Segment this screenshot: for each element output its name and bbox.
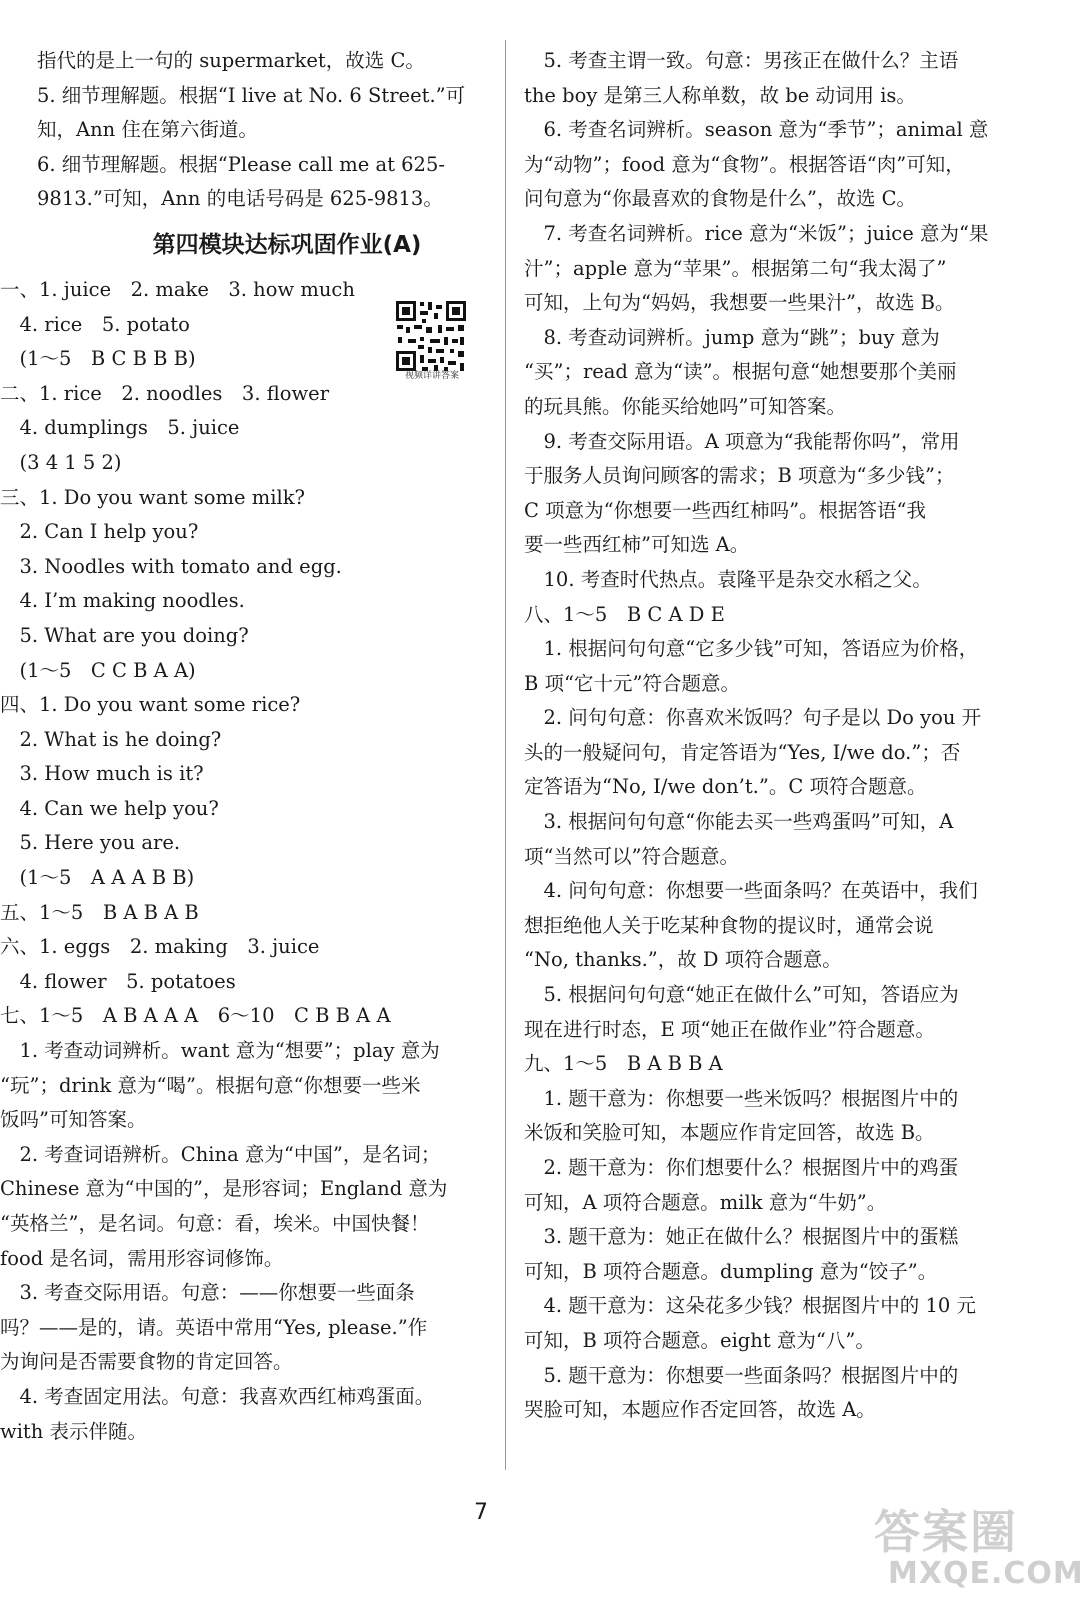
text-line: 2. 考查词语辨析。China 意为“中国”，是名词； [0,1142,441,1166]
text-line: 现在进行时态，E 项“她正在做作业”符合题意。 [524,1017,935,1041]
text-line: 九、1～5 B A B B A [524,1052,723,1076]
text-line: with 表示伴随。 [0,1419,148,1443]
text-line: 要一些西红柿”可知选 A。 [524,533,750,557]
qr-code-icon [394,293,468,379]
text-line: 可知，B 项符合题意。dumpling 意为“饺子”。 [524,1259,938,1283]
text-line: 1. 考查动词辨析。want 意为“想要”；play 意为 [0,1039,440,1063]
text-line: 六、1. eggs 2. making 3. juice [0,935,320,959]
text-line: 2. 题干意为：你们想要什么？根据图片中的鸡蛋 [524,1156,959,1179]
text-line: 知，Ann 住在第六街道。 [37,118,258,142]
text-line: 七、1～5 A B A A A 6～10 C B B A A [0,1004,391,1028]
text-line: 二、1. rice 2. noodles 3. flower [0,381,330,405]
text-line: 的玩具熊。你能买给她吗”可知答案。 [524,394,846,418]
text-line: 3. How much is it? [0,762,204,786]
text-line: 饭吗”可知答案。 [0,1108,147,1132]
answer-lines [0,273,488,1449]
text-line: 9813.”可知，Ann 的电话号码是 625-9813。 [37,187,443,211]
text-line: 定答语为“No, I/we don’t.”。C 项符合题意。 [524,775,927,799]
text-line: 可知，A 项符合题意。milk 意为“牛奶”。 [524,1190,887,1214]
text-line: (1～5 C C B A A) [0,658,196,682]
text-line: 5. What are you doing? [0,623,249,647]
watermark-url: MXQE.COM [888,1556,1084,1591]
text-line: 1. 根据问句句意“它多少钱”可知，答语应为价格， [524,637,979,661]
text-line: 五、1～5 B A B A B [0,900,199,924]
text-line: 可知，B 项符合题意。eight 意为“八”。 [524,1328,875,1352]
text-line: 于服务人员询问顾客的需求；B 项意为“多少钱”； [524,464,955,488]
text-line: 为“动物”；food 意为“食物”。根据答语“肉”可知， [524,152,965,176]
text-line: 10. 考查时代热点。袁隆平是杂交水稻之父。 [524,567,932,591]
text-line: 4. I’m making noodles. [0,589,245,613]
text-line: 吗？——是的，请。英语中常用“Yes, please.”作 [0,1315,428,1339]
text-line: 一、1. juice 2. make 3. how much [0,277,355,301]
text-line: 3. 考查交际用语。句意：——你想要一些面条 [0,1281,415,1305]
text-line: 6. 考查名词辨析。season 意为“季节”；animal 意 [524,118,989,142]
text-line: 4. 题干意为：这朵花多少钱？根据图片中的 10 元 [524,1294,977,1318]
text-line: 8. 考查动词辨析。jump 意为“跳”；buy 意为 [524,325,940,349]
text-line: B 项“它十元”符合题意。 [524,671,740,695]
text-line: 4. dumplings 5. juice [0,416,240,440]
text-line: 4. 考查固定用法。句意：我喜欢西红柿鸡蛋面。 [0,1384,435,1408]
text-line: 5. 题干意为：你想要一些面条吗？根据图片中的 [524,1363,959,1387]
column-divider [505,40,506,1470]
text-line: 4. flower 5. potatoes [0,969,236,993]
text-line: 项“当然可以”符合题意。 [524,844,739,868]
text-line: (1～5 B C B B B) [0,347,196,371]
text-line: 问句意为“你最喜欢的食物是什么”，故选 C。 [524,187,917,211]
text-line: “玩”；drink 意为“喝”。根据句意“你想要一些米 [0,1073,421,1097]
text-line: 头的一般疑问句，肯定答语为“Yes, I/we do.”；否 [524,740,961,764]
text-line: 3. 根据问句句意“你能去买一些鸡蛋吗”可知，A [524,810,954,834]
text-line: 5. 根据问句句意“她正在做什么”可知，答语应为 [524,983,959,1007]
text-line: 2. Can I help you? [0,520,199,544]
page-number: 7 [474,1500,488,1525]
text-line: (3 4 1 5 2) [0,450,122,474]
text-line: (1～5 A A A B B) [0,866,195,890]
text-line: 5. 考查主谓一致。句意：男孩正在做什么？主语 [524,49,959,72]
text-line: 5. Here you are. [0,831,181,855]
text-line: “英格兰”，是名词。句意：看，埃米。中国快餐！ [0,1212,430,1235]
text-line: 3. 题干意为：她正在做什么？根据图片中的蛋糕 [524,1225,959,1249]
text-line: 7. 考查名词辨析。rice 意为“米饭”；juice 意为“果 [524,221,989,245]
text-line: “No, thanks.”，故 D 项符合题意。 [524,948,842,972]
text-line: 三、1. Do you want some milk? [0,485,306,509]
text-line: 9. 考查交际用语。A 项意为“我能帮你吗”，常用 [524,429,960,453]
text-line: food 是名词，需用形容词修饰。 [0,1246,284,1270]
text-line: 米饭和笑脸可知，本题应作肯定回答，故选 B。 [524,1121,935,1145]
text-line: Chinese 意为“中国的”，是形容词；England 意为 [0,1177,448,1201]
left-top-lines [0,44,488,217]
text-line: 1. 题干意为：你想要一些米饭吗？根据图片中的 [524,1086,959,1110]
text-line: 3. Noodles with tomato and egg. [0,554,342,578]
qr-caption: 视频详讲答案 [404,371,459,381]
watermark-logo [868,1496,1084,1600]
text-line: 哭脸可知，本题应作否定回答，故选 A。 [524,1398,876,1422]
left-column [0,44,488,1449]
text-line: 指代的是上一句的 supermarket，故选 C。 [37,49,425,72]
right-column [524,44,992,1428]
section-title: 第四模块达标巩固作业(A) [152,231,422,258]
text-line: 汁”；apple 意为“苹果”。根据第二句“我太渴了” [524,256,947,280]
watermark-text: 答案圈 [874,1505,1018,1559]
text-line: C 项意为“你想要一些西红柿吗”。根据答语“我 [524,498,927,522]
text-line: 八、1～5 B C A D E [524,602,725,626]
text-line: 4. Can we help you? [0,796,219,820]
text-line: 2. 问句句意：你喜欢米饭吗？句子是以 Do you 开 [524,706,982,730]
text-line: 四、1. Do you want some rice? [0,693,301,717]
text-line: the boy 是第三人称单数，故 be 动词用 is。 [524,83,916,107]
text-line: 可知，上句为“妈妈，我想要一些果汁”，故选 B。 [524,291,955,315]
text-line: 5. 细节理解题。根据“I live at No. 6 Street.”可 [37,83,466,107]
text-line: 4. 问句句意：你想要一些面条吗？在英语中，我们 [524,879,978,903]
text-line: 6. 细节理解题。根据“Please call me at 625- [37,152,445,176]
text-line: 2. What is he doing? [0,727,222,751]
text-line: 想拒绝他人关于吃某种食物的提议时，通常会说 [524,913,934,937]
text-line: 4. rice 5. potato [0,312,190,336]
text-line: “买”；read 意为“读”。根据句意“她想要那个美丽 [524,360,957,384]
text-line: 为询问是否需要食物的肯定回答。 [0,1350,293,1374]
